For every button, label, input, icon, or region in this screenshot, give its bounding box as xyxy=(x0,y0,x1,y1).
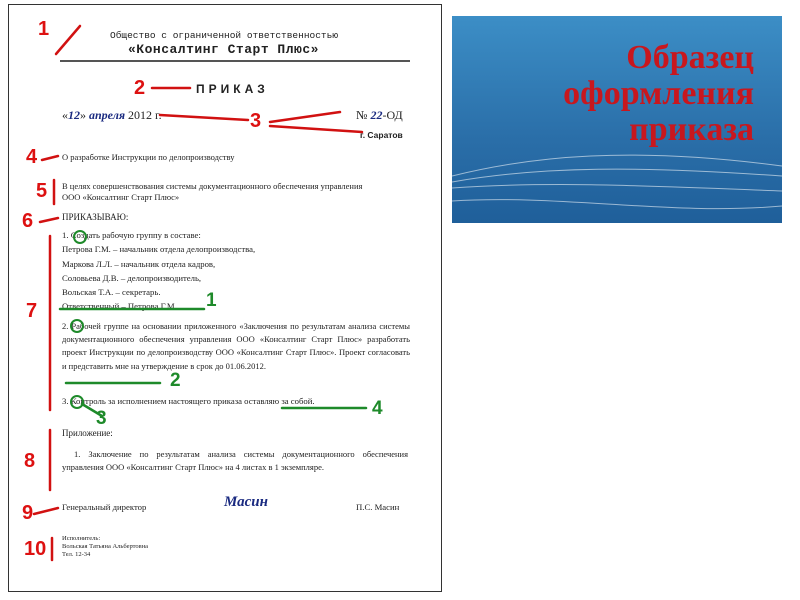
green-number-1: 1 xyxy=(206,290,217,311)
title-panel xyxy=(452,16,782,223)
document-purpose: В целях совершенствования системы документационного обеспечения управления ООО «Консалтинг Старт Плюс» xyxy=(62,181,363,202)
document-number: № 22-ОД xyxy=(356,108,403,122)
green-circle-1 xyxy=(73,230,87,244)
order-item-3: 3. Контроль за исполнением настоящего приказа оставляю за собой. xyxy=(62,396,315,406)
red-number-7: 7 xyxy=(26,300,38,322)
document-date: «12» апреля 2012 г. xyxy=(62,108,162,122)
annex-text: 1. Заключение по результатам анализа системы документационного обеспечения управления ООО «Консалтинг Старт Плюс» на 4 листах в 1 экземпляре. xyxy=(62,449,408,472)
item1-line: Соловьева Д.В. – делопроизводитель, xyxy=(62,272,202,283)
document-title: О разработке Инструкции по делопроизводству xyxy=(62,152,235,162)
signature: Масин xyxy=(224,494,268,510)
executor-block: Исполнитель: Вольская Татьяна Альбертовна Тел. 12-34 xyxy=(62,535,149,558)
item1-line: Петрова Г.М. – начальник отдела делопроизводства, xyxy=(62,244,256,255)
red-number-5: 5 xyxy=(36,180,48,202)
green-circle-3 xyxy=(70,395,84,409)
red-number-1: 1 xyxy=(38,18,50,40)
red-number-2: 2 xyxy=(134,77,146,99)
document-city: г. Саратов xyxy=(360,130,403,140)
document-heading: ПРИКАЗ xyxy=(196,82,269,96)
company-name: «Консалтинг Старт Плюс» xyxy=(128,42,319,57)
red-number-10: 10 xyxy=(24,538,47,560)
red-number-6: 6 xyxy=(22,210,34,232)
green-number-3: 3 xyxy=(96,408,107,429)
date-month: апреля xyxy=(89,108,126,122)
item1-line: 1. Создать рабочую группу в составе: xyxy=(62,230,201,240)
red-number-3: 3 xyxy=(250,110,262,132)
red-number-9: 9 xyxy=(22,502,34,524)
item1-line: Вольская Т.А. – секретарь. xyxy=(62,287,161,298)
order-item-2: 2. Рабочей группе на основании приложенного «Заключения по результатам анализа системы документационного обеспечения управления ООО «Консалтинг Старт Плюс» разработать проект Инструкции по делопроизводству ООО «Консалтинг Старт Плюс». Проект согласовать и представить мне на утверждение в срок до 01.06.2012. xyxy=(62,321,410,371)
item1-line: Маркова Л.Л. – начальник отдела кадров, xyxy=(62,258,216,269)
date-day: 12 xyxy=(68,108,80,122)
green-number-2: 2 xyxy=(170,370,181,391)
green-number-4: 4 xyxy=(372,398,383,419)
red-number-4: 4 xyxy=(26,146,38,168)
org-name: Общество с ограниченной ответственностью xyxy=(110,30,339,41)
number-value: 22 xyxy=(370,108,383,122)
red-number-8: 8 xyxy=(24,450,36,472)
director-name: П.С. Масин xyxy=(356,502,400,512)
order-word: ПРИКАЗЫВАЮ: xyxy=(62,212,129,222)
green-circle-2 xyxy=(70,319,84,333)
item1-line: Ответственный – Петрова Г.М. xyxy=(62,301,177,312)
director-title: Генеральный директор xyxy=(62,502,147,512)
panel-title: Образец оформления приказа xyxy=(563,39,754,148)
annex-heading: Приложение: xyxy=(62,428,113,438)
